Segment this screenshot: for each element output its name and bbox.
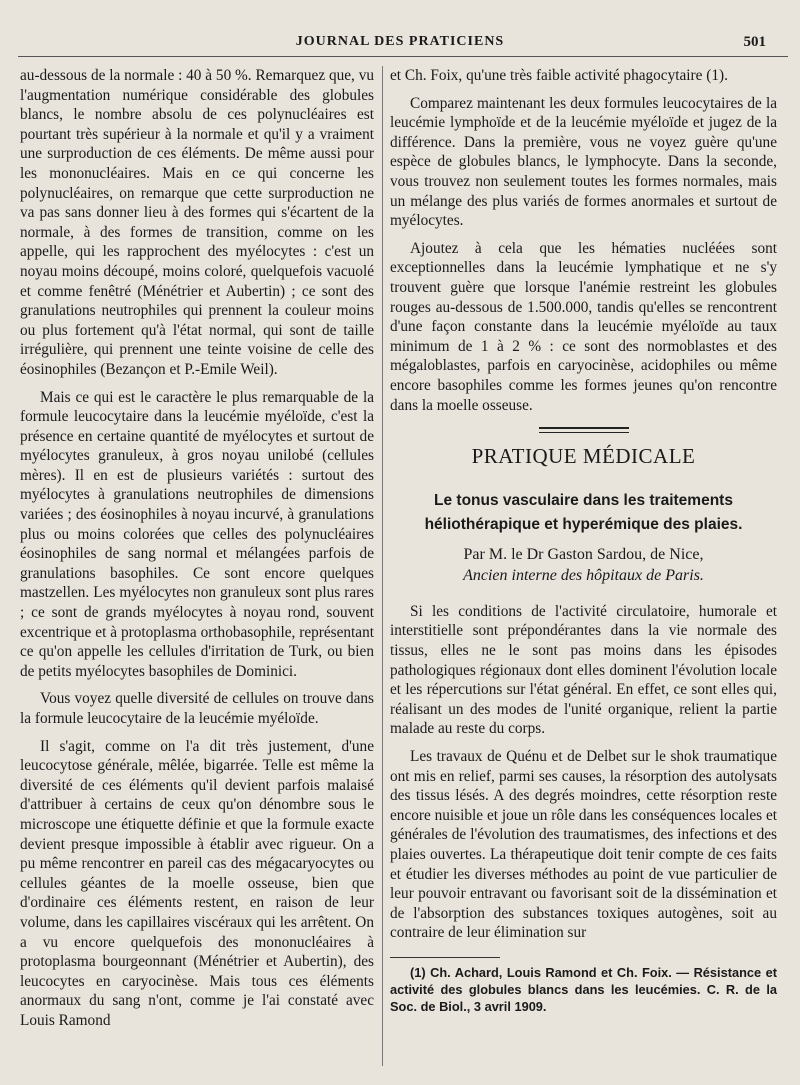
footnote: (1) Ch. Achard, Louis Ramond et Ch. Foix. — Résistance et activité des globules blancs dans les leucémies. C. R. de la Soc. de Biol., 3 avril 1909.: [390, 964, 777, 1014]
article-title-line-2: héliothérapique et hyperémique des plaies.: [424, 515, 743, 533]
page-header: [0, 34, 800, 56]
right-column: [390, 66, 777, 1023]
left-paragraph-4: Il s'agit, comme on l'a dit très justement, d'une leucocytose générale, mêlée, bigarrée. Telle est même la diversité de ces éléments qu'il devient parfois malaisé d'attribuer à certains de ceux qu'on dénombre sous le microscope une étiquette définie et que la formule exacte devient presque impossible à établir avec rigueur. On a pu même rencontrer en pareil cas des mégacaryocytes ou cellules géantes de la moelle osseuse, bien que d'ordinaire ces éléments restent, en raison de leur volume, dans les capillaires viscéraux qui les arrêtent. On a vu encore quelquefois des mononucléaires à protoplasma bourgeonnant (Ménétrier et Aubertin), des leucocytes en caryocinèse. Mais tous ces éléments anormaux du sang n'ont, comme je l'ai constaté avec Louis Ramond: [20, 737, 374, 1029]
left-paragraph-3: Vous voyez quelle diversité de cellules on trouve dans la formule leucocytaire de la leucémie myéloïde.: [20, 690, 374, 727]
section-title: PRATIQUE MÉDICALE: [471, 444, 696, 469]
right-paragraph-1: et Ch. Foix, qu'une très faible activité phagocytaire (1).: [390, 67, 728, 84]
byline: Par M. le Dr Gaston Sardou, de Nice,: [463, 545, 704, 563]
right-paragraph-2: Comparez maintenant les deux formules leucocytaires de la leucémie lymphoïde et de la leucémie myéloïde et jugez de la différence. Dans la première, vous ne voyez guère qu'une espèce de globules blancs, le lymphocyte. Dans la seconde, vous trouvez non seulement toutes les formes normales, mais un mélange des plus variés de formes anormales et surtout de myélocytes.: [390, 94, 777, 230]
left-paragraph-1: au-dessous de la normale : 40 à 50 %. Remarquez que, vu l'augmentation numérique considérable des globules blancs, le nombre absolu de ces polynucléaires est pourtant très supérieur à la normale et qu'il y a vraiment une surproduction de ces éléments. De même aussi pour les mononucléaires. Mais en ce qui concerne les polynucléaires, on remarque que cette surproduction ne va pas sans donner lieu à des formes qui s'écartent de la normale, à des formes de transition, comme on les appelle, qui les rapprochent des myélocytes : c'est un noyau moins découpé, moins coloré, quelquefois vacuolé et comme fenêtré (Ménétrier et Aubertin) ; ce sont des granulations neutrophiles qui prennent la couleur moins ou plus fortement qu'à l'état normal, qui sont de taille irrégulière, qui prennent une teinte voisine de celle des éosinophiles (Bezançon et P.-Emile Weil).: [20, 67, 374, 378]
right-paragraph-4: Si les conditions de l'activité circulatoire, humorale et interstitielle sont prépondérantes dans la vie normale des tissus, elles ne le sont pas moins dans les épisodes pathologiques régionaux dont elles dominent l'évolution locale et les répercutions sur l'état général. En effet, ce sont elles qui, réalisant un des modes de l'unité organique, relient la partie malade au reste du corps.: [390, 602, 777, 738]
right-paragraph-3: Ajoutez à cela que les hématies nucléées sont exceptionnelles dans la leucémie lymphatique et ne s'y trouvent guère que lorsque l'anémie restreint les globules rouges au-dessous de 1.500.000, tandis qu'elles se rencontrent d'une façon constante dans la leucémie myéloïde au taux minimum de 1 à 2 % : ce sont des normoblastes et des mégaloblastes, parfois en caryocinèse, acidophiles ou même encore basophiles comme les formes jeunes qu'on rencontre dans la moelle osseuse.: [390, 239, 777, 414]
journal-title: JOURNAL DES PRATICIENS: [295, 34, 505, 49]
left-paragraph-2: Mais ce qui est le caractère le plus remarquable de la formule leucocytaire dans la leucémie myéloïde, c'est la présence en certaine quantité de myélocytes et surtout de myélocytes granuleux, à gros noyau unilobé (cellules mères). Il en est de plusieurs variétés : surtout des myélocytes à granulations neutrophiles de dimensions variées ; des éosinophiles à noyau incurvé, à granulations plus ou moins colorées que celles des polynucléaires éosinophiles de sang normal et mélangées parfois de granulations basophiles. Ce sont encore quelques mastzellen. Les myélocytes non granuleux sont plus rares ; ce sont de grands myélocytes à noyau rond, souvent excentrique et à protoplasma orthobasophile, représentant ce qu'on appelle les cellules d'irritation de Turk, ou bien de petits myélocytes basophiles de Dominici.: [20, 388, 374, 680]
byline-subtitle: Ancien interne des hôpitaux de Paris.: [463, 567, 704, 585]
footnote-rule: [390, 957, 500, 958]
article-title: [390, 489, 777, 537]
right-paragraph-5: Les travaux de Quénu et de Delbet sur le shok traumatique ont mis en relief, parmi ses causes, la résorption des autolysats des tissus lésés. A des degrés moindres, cette résorption reste encore nuisible et joue un rôle dans les conséquences locales et générales de l'évolution des traumatismes, des infections et des plaies ouvertes. La thérapeutique doit tenir compte de ces faits et étudier les diverses méthodes au point de vue particulier de leur pouvoir entravant ou favorisant soit de la dissémination et de l'absorption des substances toxiques autogènes, soit au contraire de leur élimination sur: [390, 748, 777, 942]
column-divider: [382, 66, 383, 1066]
article-title-line-1: Le tonus vasculaire dans les traitements: [434, 491, 733, 509]
section-separator: [539, 427, 629, 433]
page-number: 501: [743, 34, 766, 50]
header-rule: [18, 56, 788, 57]
left-column: [20, 66, 374, 1039]
